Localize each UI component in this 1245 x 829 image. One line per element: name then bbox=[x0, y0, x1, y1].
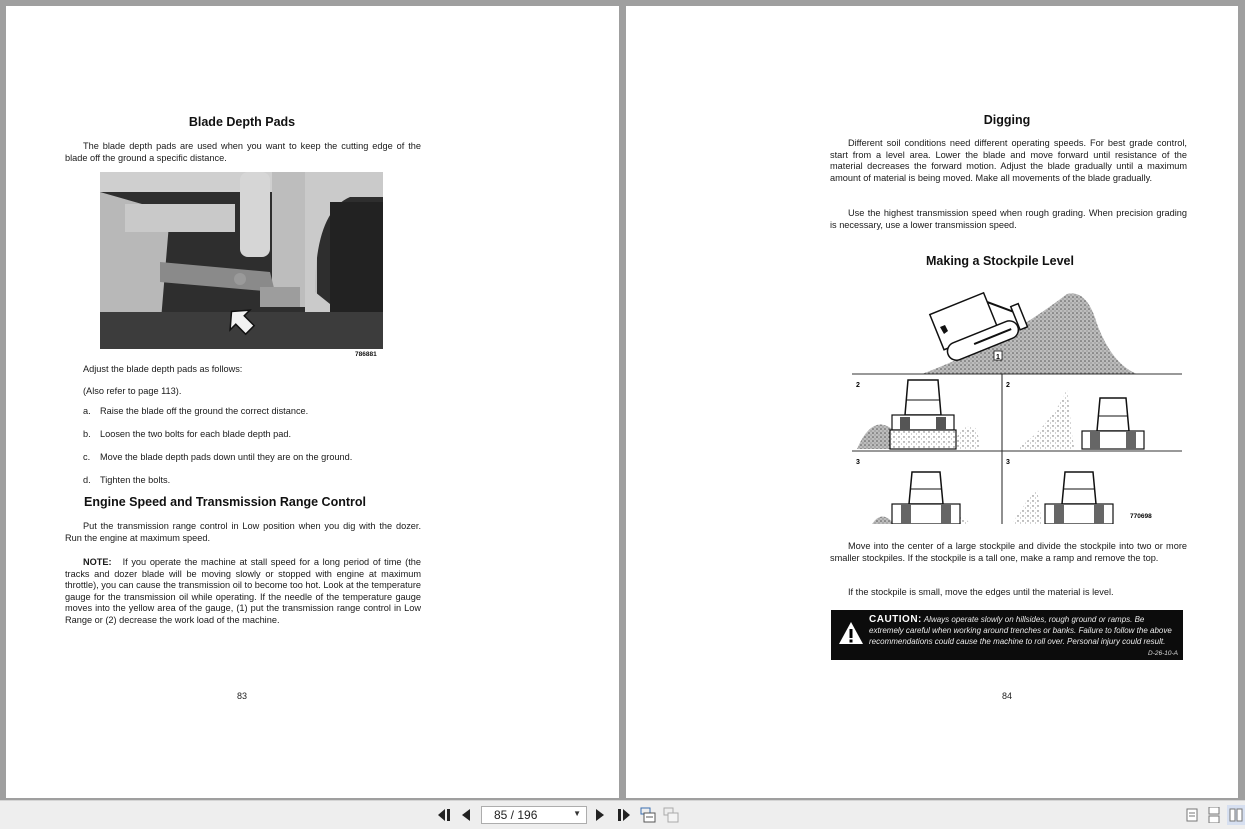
svg-text:2: 2 bbox=[856, 382, 860, 389]
svg-text:1: 1 bbox=[996, 354, 1000, 361]
note-paragraph: NOTE: If you operate the machine at stall speed for a long period of time (the tracks and dozer blade will be moving slowly or stopped with engine at maximum throttle), you can cause the transmission oil to become too hot. Look at the temperature gauge for the transmission oil while operating. If the needle of the temperature gauge moves into the yellow area of the gauge, (1) put the transmission range control in Low Range or (2) decrease the work load of the machine. bbox=[65, 557, 421, 625]
fit-page-button[interactable] bbox=[639, 807, 657, 823]
caution-box bbox=[831, 610, 1183, 660]
heading-making-stockpile-level: Making a Stockpile Level bbox=[926, 254, 1074, 268]
svg-text:3: 3 bbox=[1006, 459, 1010, 466]
next-page-icon bbox=[596, 809, 604, 821]
heading-engine-speed: Engine Speed and Transmission Range Control bbox=[84, 495, 366, 509]
page-reference: (Also refer to page 113). bbox=[83, 386, 182, 396]
caution-text: CAUTION: Always operate slowly on hillsides, rough ground or ramps. Be extremely careful when working around trenches or banks. Failure to follow the above recommendations could cause the machine to roll over. Personal injury could result. bbox=[869, 614, 1172, 646]
single-page-view-icon bbox=[1186, 808, 1198, 822]
page-84 bbox=[626, 6, 1238, 798]
svg-text:3: 3 bbox=[856, 459, 860, 466]
stockpile-paragraph-1: Move into the center of a large stockpile and divide the stockpile into two or more smaller stockpiles. If the stockpile is a tall one, make a ramp and remove the top. bbox=[830, 541, 1187, 563]
last-page-icon bbox=[616, 809, 630, 821]
next-page-button[interactable] bbox=[594, 807, 606, 823]
step-d: d. Tighten the bolts. bbox=[83, 475, 171, 485]
svg-text:770698: 770698 bbox=[1130, 513, 1152, 520]
page-number-select[interactable] bbox=[481, 806, 587, 824]
previous-page-icon bbox=[462, 809, 470, 821]
engine-speed-paragraph: Put the transmission range control in Low position when you dig with the dozer. Run the engine at maximum speed. bbox=[65, 521, 421, 543]
stockpile-paragraph-2: If the stockpile is small, move the edges until the material is level. bbox=[848, 587, 1114, 597]
continuous-view-button[interactable] bbox=[1206, 807, 1222, 823]
fit-width-icon bbox=[663, 807, 679, 823]
chevron-down-icon: ▼ bbox=[573, 809, 581, 818]
last-page-button[interactable] bbox=[615, 807, 631, 823]
first-page-icon bbox=[438, 809, 452, 821]
page-83 bbox=[6, 6, 619, 798]
fit-page-icon bbox=[640, 807, 656, 823]
digging-paragraph-2: Use the highest transmission speed when rough grading. When precision grading is necessary, use a lower transmission speed. bbox=[830, 208, 1187, 230]
step-c: c. Move the blade depth pads down until they are on the ground. bbox=[83, 452, 353, 462]
warning-triangle-icon bbox=[838, 621, 864, 645]
continuous-view-icon bbox=[1208, 807, 1220, 823]
svg-text:2: 2 bbox=[1006, 382, 1010, 389]
previous-page-button[interactable] bbox=[460, 807, 472, 823]
heading-blade-depth-pads: Blade Depth Pads bbox=[188, 115, 296, 129]
fit-width-button[interactable] bbox=[662, 807, 680, 823]
caution-code: D-26-10-A bbox=[1148, 650, 1178, 657]
adjust-instructions: Adjust the blade depth pads as follows: bbox=[83, 364, 243, 374]
digging-paragraph-1: Different soil conditions need different operating speeds. For best grade control, start from a level area. Lower the blade and move forward until resistance of the material decreases the forward motion. Adjust the blade gradually until a maximum amount of material is being moved. Make all movements of the blade gradually. bbox=[830, 138, 1187, 183]
bottom-toolbar bbox=[0, 800, 1245, 829]
stockpile-diagram bbox=[852, 284, 1182, 524]
page-number: 84 bbox=[1002, 691, 1013, 701]
step-a: a. Raise the blade off the ground the correct distance. bbox=[83, 406, 309, 416]
blade-depth-pad-photo bbox=[100, 172, 383, 349]
two-page-view-icon bbox=[1229, 808, 1243, 822]
heading-digging: Digging bbox=[983, 113, 1031, 127]
blade-depth-intro: The blade depth pads are used when you want to keep the cutting edge of the blade off the ground a specific distance. bbox=[65, 141, 421, 163]
two-page-view-button[interactable] bbox=[1227, 805, 1245, 825]
single-page-view-button[interactable] bbox=[1184, 807, 1200, 823]
page-number: 83 bbox=[237, 691, 248, 701]
first-page-button[interactable] bbox=[437, 807, 453, 823]
photo-caption: 786881 bbox=[355, 351, 377, 358]
page-indicator: 85 / 196 bbox=[494, 808, 538, 822]
step-b: b. Loosen the two bolts for each blade depth pad. bbox=[83, 429, 292, 439]
